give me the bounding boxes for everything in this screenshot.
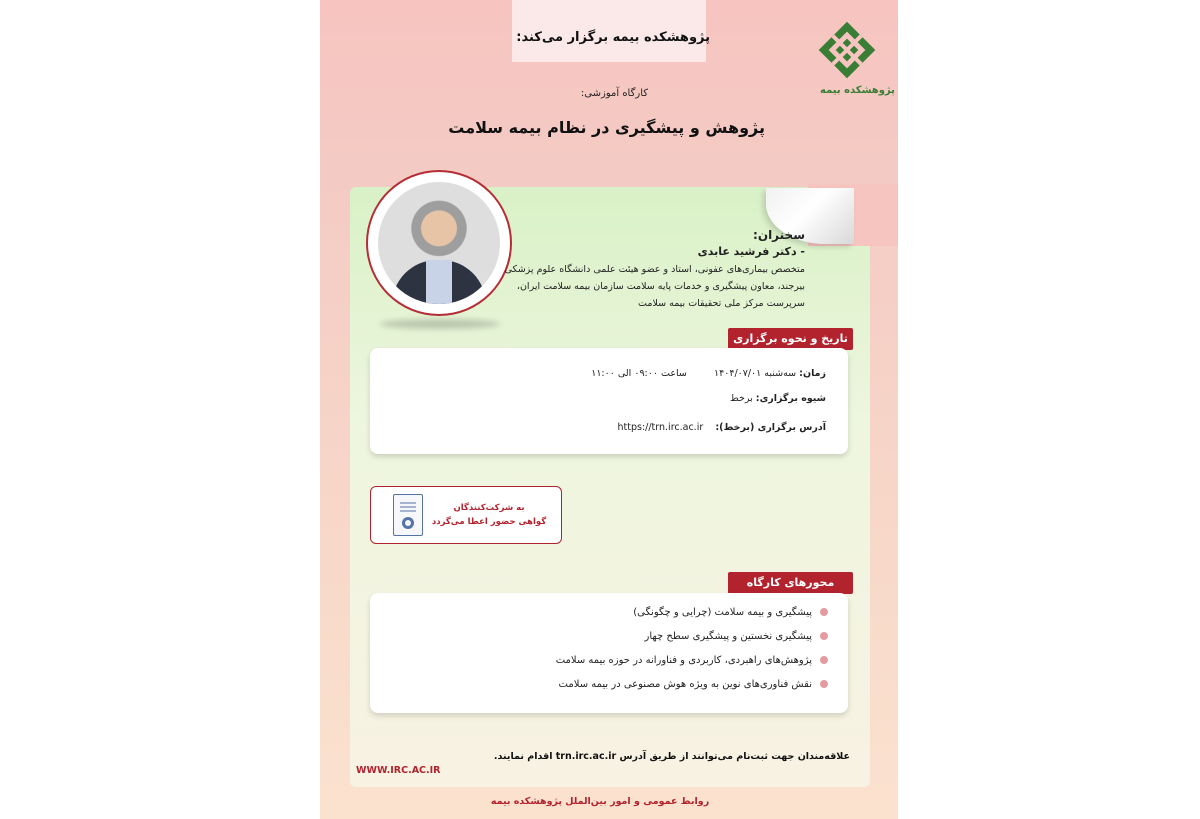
speaker-photo bbox=[378, 182, 500, 304]
axes-tag: محورهای کارگاه bbox=[728, 572, 853, 594]
speaker-bio-line: متخصص بیماری‌های عفونی، استاد و عضو هیئت علمی دانشگاه علوم پزشکی bbox=[504, 264, 805, 275]
website-link[interactable]: WWW.IRC.AC.IR bbox=[356, 765, 441, 776]
bullet-icon bbox=[820, 608, 828, 616]
certificate-icon bbox=[393, 494, 423, 536]
logo-text: پژوهشکده بیمه bbox=[820, 85, 895, 96]
workshop-title: پژوهش و پیشگیری در نظام بیمه سلامت bbox=[448, 118, 765, 137]
institute-logo-icon bbox=[817, 20, 877, 110]
axis-item: نقش فناوری‌های نوین به ویژه هوش مصنوعی در بیمه سلامت bbox=[559, 679, 828, 690]
bullet-icon bbox=[820, 632, 828, 640]
certificate-notice bbox=[370, 486, 562, 544]
photo-shadow bbox=[380, 319, 500, 329]
bullet-icon bbox=[820, 656, 828, 664]
time-value: سه‌شنبه ۱۴۰۴/۰۷/۰۱ bbox=[714, 368, 797, 379]
schedule-tag: تاریخ و نحوه برگزاری bbox=[728, 328, 853, 350]
speaker-shirt bbox=[426, 260, 452, 304]
address-link[interactable]: https://trn.irc.ac.ir bbox=[617, 422, 704, 433]
certificate-line: گواهی حضور اعطا می‌گردد bbox=[431, 517, 547, 527]
time-row bbox=[591, 368, 826, 379]
method-label: شیوه برگزاری: bbox=[755, 393, 826, 404]
axis-item: پیشگیری و بیمه سلامت (چرایی و چگونگی) bbox=[633, 607, 828, 618]
address-label: آدرس برگزاری (برخط): bbox=[715, 422, 826, 433]
speaker-bio-line: بیرجند، معاون پیشگیری و خدمات پایه سلامت سازمان بیمه سلامت ایران، bbox=[516, 281, 805, 292]
speaker-bio-line: سرپرست مرکز ملی تحقیقات بیمه سلامت bbox=[638, 298, 805, 309]
speaker-section bbox=[500, 228, 805, 312]
bullet-icon bbox=[820, 680, 828, 688]
registration-note: علاقه‌مندان جهت ثبت‌نام می‌توانند از طریق آدرس trn.irc.ac.ir اقدام نمایند. bbox=[493, 751, 850, 762]
certificate-line: به شرکت‌کنندگان bbox=[453, 503, 525, 513]
certificate-text bbox=[431, 501, 547, 529]
axis-item: پژوهش‌های راهبردی، کاربردی و فناورانه در حوزه بیمه سلامت bbox=[556, 655, 828, 666]
workshop-label: کارگاه آموزشی: bbox=[580, 88, 648, 99]
footer-credit: روابط عمومی و امور بین‌الملل پژوهشکده بیمه bbox=[490, 796, 710, 807]
method-value: برخط bbox=[729, 393, 753, 404]
organizer-title: پژوهشکده بیمه برگزار می‌کند: bbox=[516, 30, 710, 45]
speaker-name: - دکتر فرشید عابدی bbox=[697, 245, 805, 258]
schedule-box bbox=[370, 348, 848, 454]
speaker-heading: سخنران: bbox=[753, 228, 805, 242]
method-row bbox=[730, 393, 826, 404]
workshop-poster bbox=[320, 0, 898, 819]
time-label: زمان: bbox=[799, 368, 826, 379]
workshop-axes-box bbox=[370, 593, 848, 713]
axis-item: پیشگیری نخستین و پیشگیری سطح چهار bbox=[645, 631, 828, 642]
time-hours: ساعت ۰۹:۰۰ الی ۱۱:۰۰ bbox=[591, 368, 687, 379]
address-row bbox=[618, 422, 827, 433]
